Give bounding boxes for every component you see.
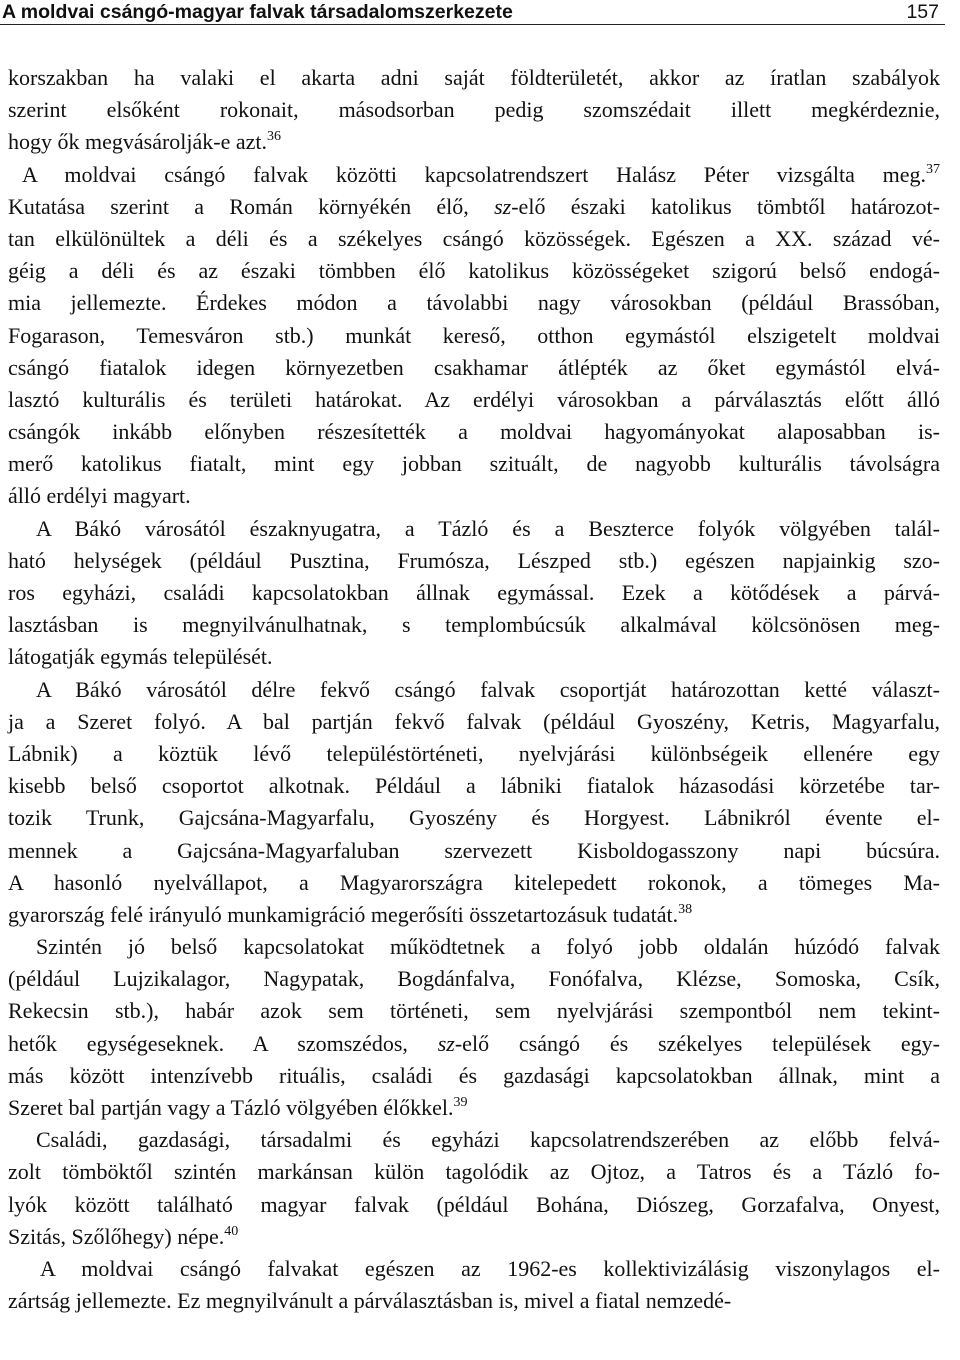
text-line — [8, 159, 940, 191]
paragraph — [8, 931, 940, 1124]
running-head-title: A moldvai csángó-magyar falvak társadalomszerkezete — [2, 1, 513, 23]
line-text: zártság jellemezte. Ez megnyilvánult a párválasztásban is, mivel a fiatal nemzedé- — [8, 1288, 732, 1314]
text-line — [8, 287, 940, 319]
line-text: A moldvai csángó falvak közötti kapcsolatrendszert Halász Péter vizsgálta meg. — [22, 161, 926, 187]
line-text: A Bákó városától északnyugatra, a Tázló és a Beszterce folyók völgyében talál- — [36, 515, 940, 541]
paragraph — [8, 674, 940, 932]
footnote-reference: 40 — [224, 1223, 239, 1239]
paragraph — [8, 62, 940, 159]
text-line — [8, 931, 940, 963]
line-text: ros egyházi, családi kapcsolatokban állnak egymással. Ezek a kötődések a párvá- — [8, 580, 940, 605]
text-line — [8, 1285, 940, 1317]
text-line — [8, 867, 940, 899]
italic-text: sz — [494, 193, 512, 219]
text-line — [8, 255, 940, 287]
text-line — [8, 352, 940, 384]
footnote-reference: 39 — [453, 1095, 468, 1110]
line-text: (például Lujzikalagor, Nagypatak, Bogdánfalva, Fonófalva, Klézse, Somoska, Csík, — [8, 966, 940, 992]
line-text: lasztó kulturális és területi határokat. Az erdélyi városokban a párválasztás előtt álló — [8, 386, 940, 412]
text-line — [8, 1253, 940, 1285]
footnote-reference: 37 — [926, 161, 940, 177]
text-line — [8, 448, 940, 480]
line-text: A hasonló nyelvállapot, a Magyarországra kitelepedett rokonok, a tömeges Ma- — [8, 869, 940, 895]
line-text: Szintén jó belső kapcsolatokat működtetnek a folyó jobb oldalán húzódó falvak — [36, 934, 940, 960]
text-line — [8, 1221, 940, 1253]
text-line — [8, 416, 940, 448]
text-line — [8, 191, 940, 223]
running-head — [0, 0, 945, 25]
text-line — [8, 1060, 940, 1092]
line-text: A Bákó városától délre fekvő csángó falvak csoportját határozottan ketté választ- — [36, 676, 940, 702]
text-line — [8, 480, 940, 512]
line-text: Kutatása szerint a Román környékén élő, — [8, 193, 495, 219]
text-line — [8, 899, 940, 931]
line-text: tozik Trunk, Gajcsána-Magyarfalu, Gyoszény és Horgyest. Lábnikról évente el- — [8, 805, 940, 831]
line-text: tan elkülönültek a déli és a székelyes csángó közösségek. Egészen a XX. század vé- — [8, 225, 940, 251]
line-text: korszakban ha valaki el akarta adni saját földterületét, akkor az íratlan szabályok — [8, 65, 940, 90]
line-text: mia jellemezte. Érdekes módon a távolabbi nagy városokban (például Brassóban, — [8, 290, 940, 316]
line-text: hetők egységeseknek. A szomszédos, — [8, 1030, 438, 1056]
text-line — [8, 513, 940, 545]
line-text: -elő csángó és székelyes települések egy- — [454, 1030, 941, 1056]
line-text: Családi, gazdasági, társadalmi és egyházi kapcsolatrendszerében az előbb felvá- — [36, 1127, 940, 1153]
line-text: Fogarason, Temesváron stb.) munkát kereső, otthon egymástól elszigetelt moldvai — [8, 322, 940, 348]
line-text: álló erdélyi magyart. — [8, 483, 191, 509]
text-line — [8, 1028, 940, 1060]
line-text: mennek a Gajcsána-Magyarfaluban szervezett Kisboldogasszony napi búcsúra. — [8, 837, 940, 863]
text-line — [8, 641, 940, 673]
paragraph — [8, 1124, 940, 1253]
line-text: ható helységek (például Pusztina, Frumósza, Lészped stb.) egészen napjainkig szo- — [8, 547, 940, 573]
line-text: merő katolikus fiatalt, mint egy jobban szituált, de nagyobb kulturális távolságra — [8, 451, 940, 477]
line-text: csángó fiatalok idegen környezetben csakhamar átlépték az őket egymástól elvá- — [8, 354, 940, 380]
text-line — [8, 384, 940, 416]
text-line — [8, 1189, 940, 1221]
body-text — [8, 62, 940, 1317]
line-text: Szeret bal partján vagy a Tázló völgyében élőkkel. — [8, 1095, 454, 1120]
text-line — [8, 94, 940, 126]
line-text: -elő északi katolikus tömbtől határozot- — [511, 193, 940, 219]
line-text: A moldvai csángó falvakat egészen az 1962-es kollektivizálásig viszonylagos el- — [40, 1255, 940, 1281]
line-text: zolt tömböktől szintén markánsan külön tagolódik az Ojtoz, a Tatros és a Tázló fo- — [8, 1159, 940, 1185]
text-line — [8, 770, 940, 802]
line-text: lasztásban is megnyilvánulhatnak, s templombúcsúk alkalmával kölcsönösen meg- — [8, 612, 940, 638]
line-text: látogatják egymás települését. — [8, 644, 273, 670]
line-text: géig a déli és az északi tömbben élő katolikus közösségeket szigorú belső endogá- — [8, 258, 940, 284]
text-line — [8, 802, 940, 834]
line-text: hogy ők megvásárolják-e azt. — [8, 129, 268, 155]
text-line — [8, 995, 940, 1027]
line-text: Szitás, Szőlőhegy) népe. — [8, 1223, 225, 1249]
line-text: Rekecsin stb.), habár azok sem történeti, sem nyelvjárási szempontból nem tekint- — [8, 998, 940, 1024]
line-text: más között intenzívebb rituális, családi és gazdasági kapcsolatokban állnak, mint a — [8, 1062, 940, 1088]
line-text: Lábnik) a köztük lévő településtörténeti, nyelvjárási különbségeik ellenére egy — [8, 740, 940, 766]
text-line — [8, 706, 940, 738]
paragraph — [8, 1253, 940, 1317]
line-text: kisebb belső csoportot alkotnak. Például a lábniki fiatalok házasodási körzetébe tar- — [8, 773, 940, 799]
paragraph — [8, 159, 940, 513]
text-line — [8, 126, 940, 158]
text-line — [8, 738, 940, 770]
text-line — [8, 223, 940, 255]
text-line — [8, 1092, 940, 1124]
footnote-reference: 38 — [678, 901, 693, 917]
italic-text: sz — [437, 1030, 455, 1056]
page-number: 157 — [906, 1, 939, 23]
text-line — [8, 674, 940, 706]
text-line — [8, 609, 940, 641]
line-text: lyók között található magyar falvak (például Bohána, Diószeg, Gorzafalva, Onyest, — [8, 1191, 940, 1217]
text-line — [8, 62, 940, 94]
text-line — [8, 1124, 940, 1156]
line-text: gyarország felé irányuló munkamigráció megerősíti összetartozásuk tudatát. — [8, 901, 679, 927]
footnote-reference: 36 — [267, 129, 282, 145]
line-text: szerint elsőként rokonait, másodsorban pedig szomszédait illett megkérdeznie, — [8, 97, 940, 123]
line-text: ja a Szeret folyó. A bal partján fekvő falvak (például Gyoszény, Ketris, Magyarfalu, — [8, 708, 940, 734]
text-line — [8, 963, 940, 995]
text-line — [8, 577, 940, 609]
text-line — [8, 545, 940, 577]
text-line — [8, 835, 940, 867]
text-line — [8, 1156, 940, 1188]
line-text: csángók inkább előnyben részesítették a moldvai hagyományokat alaposabban is- — [8, 419, 940, 445]
text-line — [8, 320, 940, 352]
paragraph — [8, 513, 940, 674]
